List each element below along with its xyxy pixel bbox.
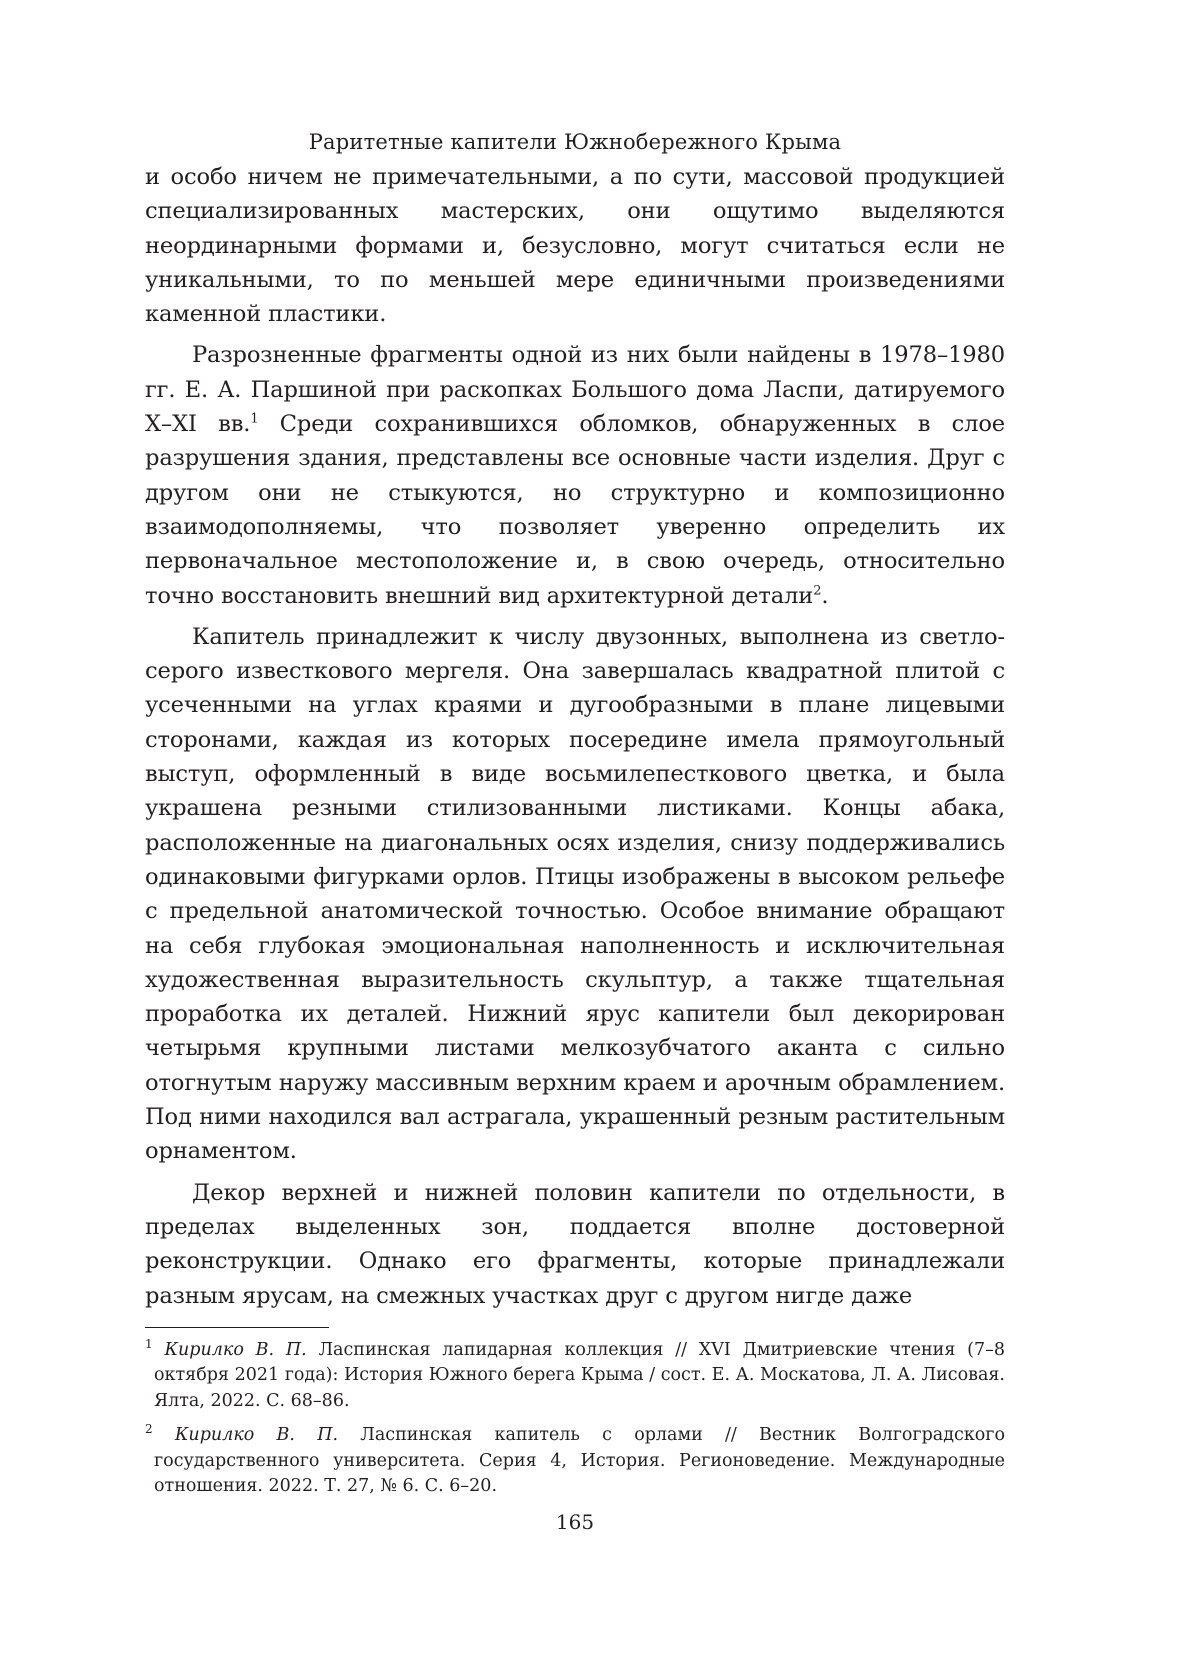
paragraph-1: и особо ничем не примечательными, а по сути, массовой продукцией специализированных мастерских, они ощутимо выделяются неординарными формами и, безусловно, могут считаться если не уникальными, то по меньшей мере единичными произведениями каменной пластики.	[145, 160, 1005, 331]
footnote-1-text: Ласпинская лапидарная коллекция // XVI Дмитриевские чтения (7–8 октября 2021 года): История Южного берега Крыма / сост. Е. А. Москатова, Л. А. Лисовая. Ялта, 2022. С. 68–86.	[154, 1340, 1005, 1411]
footnote-ref-2: 2	[813, 583, 821, 598]
footnote-2	[145, 1423, 1005, 1500]
paragraph-3: Капитель принадлежит к числу двузонных, выполнена из светло-серого известкового мергеля. Она завершалась квадратной плитой с усеченными на углах краями и дугообразными в плане лицевыми сторонами, каждая из которых посередине имела прямоугольный выступ, оформленный в виде восьмилепесткового цветка, и была украшена резными стилизованными листиками. Концы абака, расположенные на диагональных осях изделия, снизу поддерживались одинаковыми фигурками орлов. Птицы изображены в высоком рельефе с предельной анатомической точностью. Особое внимание обращают на себя глубокая эмоциональная наполненность и исключительная художественная выразительность скульптур, а также тщательная проработка их деталей. Нижний ярус капители был декорирован четырьмя крупными листами мелкозубчатого аканта с сильно отогнутым наружу массивным верхним краем и арочным обрамлением. Под ними находился вал астрагала, украшенный резным растительным орнаментом.	[145, 620, 1005, 1169]
paragraph-2-part-b: Среди сохранившихся обломков, обнаруженных в слое разрушения здания, представлены все основные части изделия. Друг с другом они не стыкуются, но структурно и композиционно взаимодополняемы, что позволяет уверенно определить их первоначальное местоположение и, в свою очередь, относительно точно восстановить внешний вид архитектурной детали	[145, 411, 1005, 608]
main-text	[145, 160, 1005, 1313]
footnote-ref-1: 1	[250, 412, 258, 427]
paragraph-2-part-c: .	[821, 583, 828, 609]
footnotes	[145, 1338, 1005, 1500]
footnote-2-text: Ласпинская капитель с орлами // Вестник Волгоградского государственного университета. Серия 4, История. Регионоведение. Международные отношения. 2022. Т. 27, № 6. С. 6–20.	[154, 1425, 1005, 1496]
footnote-1-mark: 1	[145, 1337, 153, 1351]
footnote-2-mark: 2	[145, 1422, 153, 1436]
paragraph-2-part-a: Разрозненные фрагменты одной из них были найдены в 1978–1980 гг. Е. А. Паршиной при раскопках Большого дома Ласпи, датируемого X–XI вв.	[145, 342, 1005, 437]
footnote-2-author: Кирилко В. П.	[175, 1425, 338, 1445]
footnote-1-author: Кирилко В. П.	[164, 1340, 306, 1360]
running-title: Раритетные капители Южнобережного Крыма	[145, 128, 1005, 156]
paragraph-4: Декор верхней и нижней половин капители по отдельности, в пределах выделенных зон, поддается вполне достоверной реконструкции. Однако его фрагменты, которые принадлежали разным ярусам, на смежных участках друг с другом нигде даже	[145, 1176, 1005, 1313]
page-number: 165	[145, 1509, 1005, 1535]
book-page	[145, 128, 1005, 1535]
footnote-divider	[145, 1327, 329, 1328]
footnote-1	[145, 1338, 1005, 1415]
paragraph-2	[145, 338, 1005, 612]
